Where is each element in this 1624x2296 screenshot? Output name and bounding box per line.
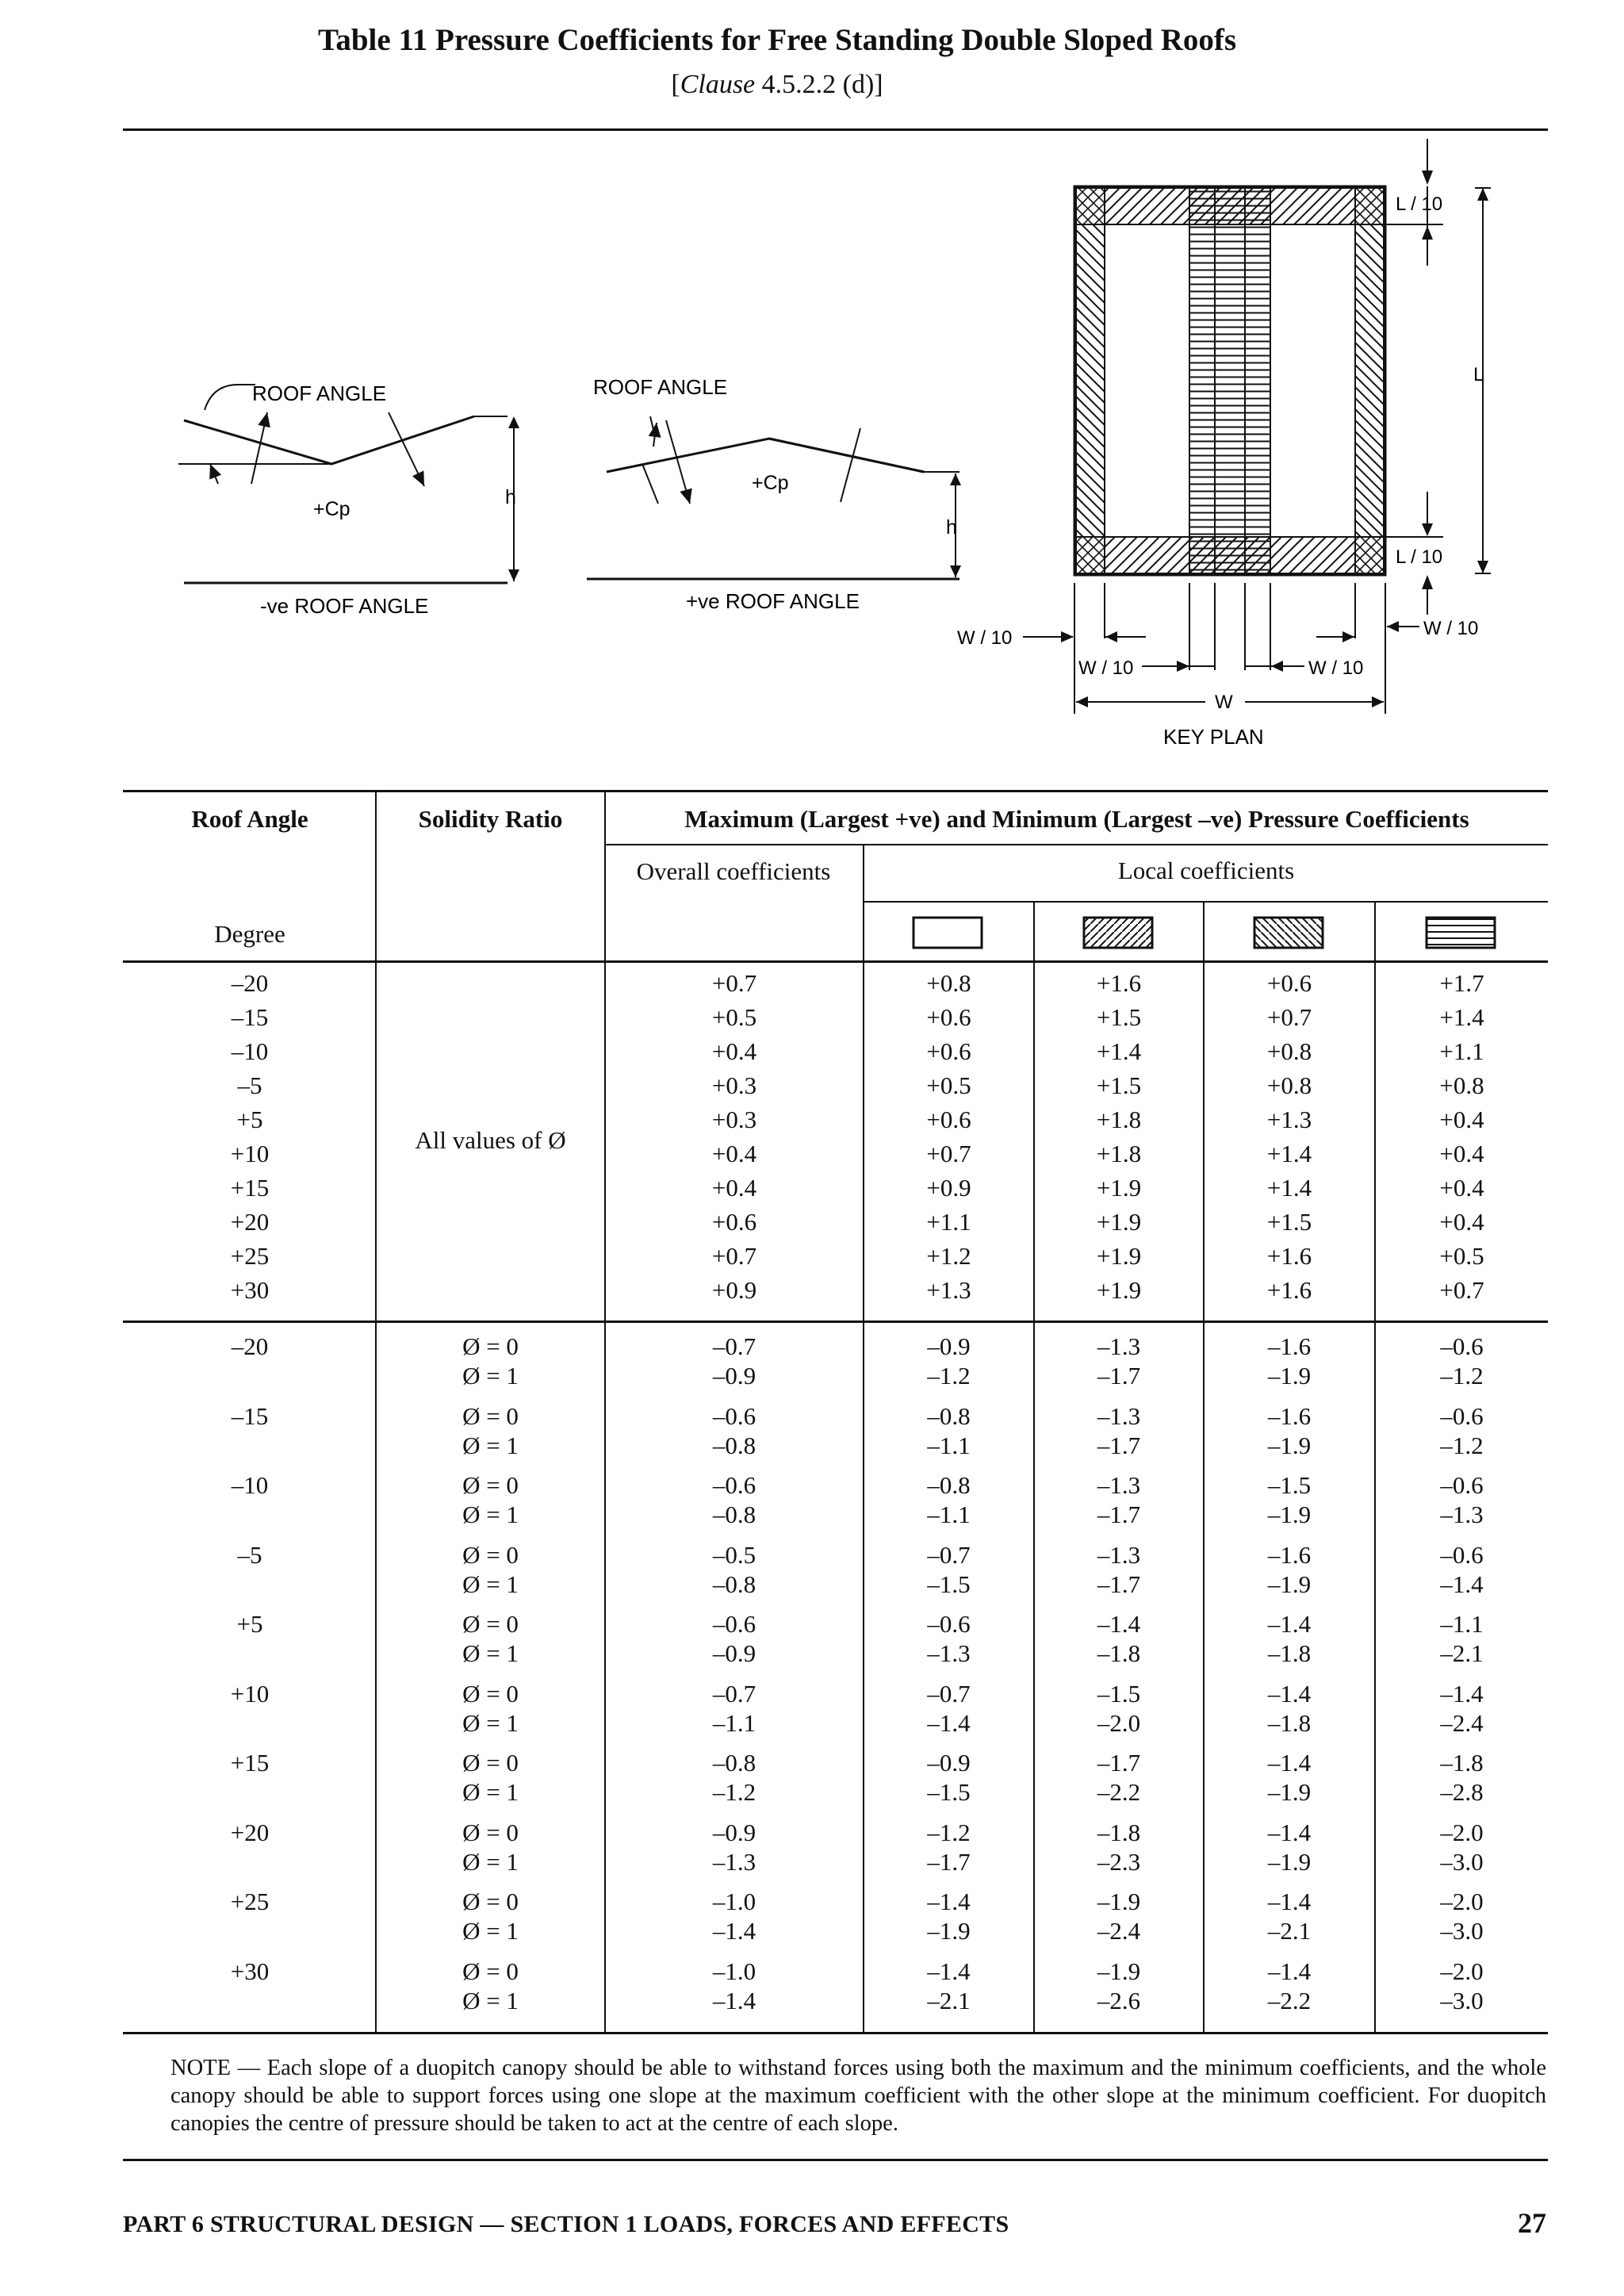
table-cell: +0.4	[711, 1037, 757, 1065]
table-cell: –0.8	[927, 1471, 971, 1499]
table-cell: +1.1	[1439, 1037, 1484, 1065]
table-cell: +1.8	[1096, 1140, 1142, 1167]
table-cell: –1.3	[712, 1847, 756, 1876]
table-cell: +1.8	[1096, 1106, 1142, 1133]
back-hatch-zone-icon	[1253, 916, 1324, 949]
solidity-value: Ø = 1	[462, 1917, 519, 1945]
table-cell: –1.4	[927, 1888, 971, 1915]
solidity-value: Ø = 1	[462, 1431, 519, 1459]
table-cell: +0.8	[1266, 1037, 1312, 1065]
solidity-value: Ø = 0	[462, 1332, 519, 1360]
table-cell: +0.3	[711, 1071, 757, 1099]
table-cell: +1.5	[1096, 1003, 1142, 1031]
table-cell: –1.7	[1097, 1570, 1141, 1598]
table-cell: –1.7	[1097, 1362, 1141, 1389]
table-cell: +1.9	[1096, 1276, 1142, 1304]
row-angle: +25	[230, 1242, 270, 1270]
key-plan-w10-inner-right: W / 10	[1308, 657, 1364, 679]
table-cell: +0.6	[926, 1003, 971, 1031]
table-cell: –0.8	[712, 1570, 756, 1598]
header-local: Local coefficients	[1117, 857, 1295, 884]
key-plan-l10-bottom: L / 10	[1396, 546, 1443, 568]
table-cell: +1.3	[926, 1276, 971, 1304]
group-angle: +20	[230, 1818, 270, 1846]
table-cell: –1.3	[1097, 1471, 1141, 1499]
table-cell: –1.4	[927, 1957, 971, 1985]
table-cell: –1.6	[1267, 1401, 1312, 1430]
solidity-value: Ø = 1	[462, 1708, 519, 1737]
table-cell: –1.1	[927, 1501, 971, 1528]
table-cell: +1.6	[1096, 969, 1142, 997]
table-cell: +0.4	[1439, 1106, 1484, 1133]
solidity-value: Ø = 1	[462, 1639, 519, 1667]
right-h-label: h	[946, 516, 957, 539]
table-cell: +0.5	[1439, 1242, 1484, 1270]
key-plan-l10-top: L / 10	[1396, 194, 1443, 215]
roof-diagram	[0, 131, 1624, 757]
table-cell: –1.4	[1267, 1749, 1312, 1777]
table-cell: +1.9	[1096, 1208, 1142, 1236]
positive-roof-angle-sketch	[587, 375, 961, 613]
table-cell: +1.5	[1096, 1071, 1142, 1099]
header-overall: Overall coefficients	[636, 857, 831, 885]
solidity-value: Ø = 1	[462, 1501, 519, 1528]
table-cell: –0.7	[712, 1679, 756, 1708]
table-cell: –0.9	[927, 1332, 971, 1360]
table-cell: +0.4	[1439, 1174, 1484, 1202]
table-cell: –0.7	[927, 1540, 971, 1569]
table-cell: –1.9	[1267, 1570, 1312, 1598]
table-cell: –2.0	[1440, 1888, 1484, 1915]
row-angle: +30	[230, 1276, 270, 1304]
group-angle: +5	[236, 1610, 263, 1638]
table-cell: –1.8	[1440, 1749, 1484, 1777]
table-cell: –0.6	[1440, 1401, 1484, 1430]
table-cell: +0.7	[1266, 1003, 1312, 1031]
table-cell: –1.5	[927, 1778, 971, 1806]
key-plan-l: L	[1473, 364, 1484, 385]
diagonal-hatch-zone-icon	[1082, 916, 1154, 949]
table-cell: –0.9	[712, 1818, 756, 1846]
table-cell: –1.3	[927, 1639, 971, 1667]
table-cell: –1.7	[1097, 1501, 1141, 1528]
table-cell: +0.7	[711, 1242, 757, 1270]
right-cp-label: +Cp	[752, 472, 789, 494]
table-cell: –0.9	[712, 1639, 756, 1667]
table-cell: –0.8	[712, 1501, 756, 1528]
table-cell: –1.6	[1267, 1540, 1312, 1569]
solidity-value: Ø = 0	[462, 1610, 519, 1638]
table-cell: –3.0	[1440, 1847, 1484, 1876]
group-angle: –10	[231, 1471, 269, 1499]
table-cell: –1.8	[1097, 1818, 1141, 1846]
row-angle: +20	[230, 1208, 270, 1236]
table-cell: –0.6	[1440, 1332, 1484, 1360]
table-cell: +1.4	[1439, 1003, 1484, 1031]
table-cell: –2.8	[1440, 1778, 1484, 1806]
solidity-value: Ø = 0	[462, 1540, 519, 1569]
solidity-value: Ø = 0	[462, 1679, 519, 1708]
table-cell: +0.3	[711, 1106, 757, 1133]
table-cell: +1.1	[926, 1208, 971, 1236]
solidity-value: Ø = 1	[462, 1570, 519, 1598]
table-cell: –1.9	[1267, 1778, 1312, 1806]
solidity-value: Ø = 1	[462, 1778, 519, 1806]
header-solidity-ratio: Solidity Ratio	[418, 805, 563, 833]
table-cell: –0.5	[712, 1540, 756, 1569]
table-cell: +0.6	[711, 1208, 757, 1236]
left-roof-angle-label: ROOF ANGLE	[252, 381, 387, 405]
group-angle: +10	[230, 1679, 270, 1708]
table-cell: –0.8	[712, 1431, 756, 1459]
table-cell: +1.9	[1096, 1174, 1142, 1202]
table-cell: –1.8	[1097, 1639, 1141, 1667]
table-cell: +0.9	[926, 1174, 971, 1202]
horizontal-hatch-zone-icon	[1425, 916, 1496, 949]
solidity-value: Ø = 1	[462, 1986, 519, 2014]
header-rule-1	[604, 844, 1548, 845]
table-cell: –1.4	[1267, 1888, 1312, 1915]
page-number: 27	[1518, 2207, 1546, 2239]
table-cell: –1.5	[927, 1570, 971, 1598]
table-cell: –1.1	[927, 1431, 971, 1459]
table-cell: +1.3	[1266, 1106, 1312, 1133]
table-cell: +0.8	[1266, 1071, 1312, 1099]
table-cell: –1.9	[927, 1917, 971, 1945]
header-rule-2	[863, 901, 1548, 903]
table-cell: –0.6	[712, 1401, 756, 1430]
table-cell: +0.4	[1439, 1140, 1484, 1167]
table-cell: –1.2	[927, 1818, 971, 1846]
table-cell: –1.7	[927, 1847, 971, 1876]
table-cell: –1.9	[1267, 1847, 1312, 1876]
solidity-value: Ø = 0	[462, 1749, 519, 1777]
table-title: Table 11 Pressure Coefficients for Free Standing Double Sloped Roofs	[317, 23, 1237, 57]
all-values-solidity: All values of Ø	[415, 1126, 566, 1154]
row-angle: +10	[230, 1140, 270, 1167]
table-cell: –0.8	[712, 1749, 756, 1777]
table-cell: –1.8	[1267, 1639, 1312, 1667]
table-cell: +1.5	[1266, 1208, 1312, 1236]
table-cell: –1.9	[1267, 1501, 1312, 1528]
left-caption: -ve ROOF ANGLE	[260, 594, 429, 618]
table-cell: +1.4	[1096, 1037, 1142, 1065]
table-cell: –1.3	[1097, 1332, 1141, 1360]
table-cell: –1.5	[1097, 1679, 1141, 1708]
note-bottom-rule	[123, 2159, 1548, 2161]
row-angle: –15	[231, 1003, 269, 1031]
group-angle: +30	[230, 1957, 270, 1985]
table-cell: +0.6	[1266, 969, 1312, 997]
table-cell: –0.6	[712, 1471, 756, 1499]
table-cell: –1.4	[1440, 1570, 1484, 1598]
table-cell: –1.1	[712, 1708, 756, 1737]
table-cell: –1.9	[1097, 1957, 1141, 1985]
table-cell: –1.6	[1267, 1332, 1312, 1360]
table-cell: –0.6	[1440, 1540, 1484, 1569]
key-plan-w: W	[1215, 692, 1233, 713]
table-cell: –2.4	[1440, 1708, 1484, 1737]
table-cell: –1.3	[1097, 1540, 1141, 1569]
table-cell: –2.3	[1097, 1847, 1141, 1876]
table-cell: +1.7	[1439, 969, 1484, 997]
header-bottom-rule	[123, 960, 1548, 963]
table-cell: +1.4	[1266, 1140, 1312, 1167]
row-angle: –5	[237, 1071, 262, 1099]
table-note: NOTE — Each slope of a duopitch canopy should be able to withstand forces using both the maximum and the minimum coefficients, and the whole canopy should be able to support forces using one slope at the maximum coefficient with the other slope at the minimum coefficient. For duopitch canopies the centre of pressure should be taken to act at the centre of each slope.	[170, 2056, 1546, 2136]
negative-roof-angle-sketch	[178, 381, 519, 618]
table-cell: –0.7	[927, 1679, 971, 1708]
table-cell: –0.9	[712, 1362, 756, 1389]
group-angle: +15	[230, 1749, 270, 1777]
table-cell: –1.9	[1097, 1888, 1141, 1915]
footer-section-title: PART 6 STRUCTURAL DESIGN — SECTION 1 LOADS, FORCES AND EFFECTS	[123, 2211, 1009, 2237]
table-cell: –1.9	[1267, 1362, 1312, 1389]
key-plan	[957, 139, 1491, 749]
table-cell: –1.0	[712, 1888, 756, 1915]
table-cell: –1.1	[1440, 1610, 1484, 1638]
table-cell: –1.4	[1097, 1610, 1141, 1638]
table-cell: +0.6	[926, 1037, 971, 1065]
table-top-rule	[123, 790, 1548, 792]
left-h-label: h	[505, 486, 516, 508]
right-caption: +ve ROOF ANGLE	[686, 589, 860, 613]
table-cell: +0.7	[1439, 1276, 1484, 1304]
table-cell: –1.0	[712, 1957, 756, 1985]
key-plan-caption: KEY PLAN	[1163, 725, 1264, 749]
solidity-value: Ø = 0	[462, 1471, 519, 1499]
header-degree: Degree	[214, 920, 285, 948]
table-cell: –1.4	[927, 1708, 971, 1737]
table-cell: –1.4	[1267, 1679, 1312, 1708]
table-cell: –3.0	[1440, 1917, 1484, 1945]
table-cell: +1.6	[1266, 1276, 1312, 1304]
table-cell: +0.9	[711, 1276, 757, 1304]
table-cell: +0.6	[926, 1106, 971, 1133]
row-angle: –20	[231, 969, 269, 997]
table-cell: –1.2	[1440, 1362, 1484, 1389]
group-angle: –5	[237, 1540, 262, 1569]
key-plan-w10-right: W / 10	[1423, 618, 1479, 639]
solidity-value: Ø = 1	[462, 1362, 519, 1389]
table-cell: –0.6	[712, 1610, 756, 1638]
table-cell: +0.5	[711, 1003, 757, 1031]
table-cell: –1.7	[1097, 1431, 1141, 1459]
table-cell: –0.7	[712, 1332, 756, 1360]
table-cell: –2.4	[1097, 1917, 1141, 1945]
group-angle: –15	[231, 1401, 269, 1430]
key-plan-w10-left: W / 10	[957, 627, 1013, 649]
table-cell: –0.6	[927, 1610, 971, 1638]
table-cell: –1.2	[927, 1362, 971, 1389]
table-cell: +0.8	[926, 969, 971, 997]
table-cell: –2.6	[1097, 1986, 1141, 2014]
table-cell: –1.3	[1097, 1401, 1141, 1430]
header-max-min: Maximum (Largest +ve) and Minimum (Largest –ve) Pressure Coefficients	[684, 805, 1469, 833]
solidity-value: Ø = 0	[462, 1818, 519, 1846]
table-cell: –2.0	[1097, 1708, 1141, 1737]
left-cp-label: +Cp	[313, 498, 350, 520]
table-bottom-rule	[123, 2032, 1548, 2034]
table-cell: –1.8	[1267, 1708, 1312, 1737]
table-cell: –1.2	[712, 1778, 756, 1806]
table-cell: +1.6	[1266, 1242, 1312, 1270]
table-cell: –1.5	[1267, 1471, 1312, 1499]
table-cell: –2.0	[1440, 1957, 1484, 1985]
table-cell: –3.0	[1440, 1986, 1484, 2014]
table-cell: +1.4	[1266, 1174, 1312, 1202]
solidity-value: Ø = 0	[462, 1401, 519, 1430]
row-angle: –10	[231, 1037, 269, 1065]
table-cell: –1.4	[712, 1986, 756, 2014]
solidity-value: Ø = 0	[462, 1888, 519, 1915]
header-roof-angle: Roof Angle	[191, 805, 308, 833]
table-cell: –1.4	[1267, 1957, 1312, 1985]
key-plan-w10-inner-left: W / 10	[1078, 657, 1134, 679]
section-rule	[123, 1320, 1548, 1323]
table-cell: –1.4	[1267, 1610, 1312, 1638]
table-cell: –1.4	[1440, 1679, 1484, 1708]
table-cell: –0.9	[927, 1749, 971, 1777]
group-angle: +25	[230, 1888, 270, 1915]
table-cell: +0.5	[926, 1071, 971, 1099]
table-cell: –2.1	[927, 1986, 971, 2014]
table-cell: –2.2	[1267, 1986, 1312, 2014]
table-cell: +0.8	[1439, 1071, 1484, 1099]
table-cell: –1.4	[1267, 1818, 1312, 1846]
table-cell: –1.9	[1267, 1431, 1312, 1459]
right-roof-angle-label: ROOF ANGLE	[593, 375, 728, 399]
table-cell: +0.4	[711, 1140, 757, 1167]
table-cell: –0.6	[1440, 1471, 1484, 1499]
clause-reference: [Clause 4.5.2.2 (d)]	[671, 70, 883, 99]
row-angle: +5	[236, 1106, 263, 1133]
table-cell: +0.4	[711, 1174, 757, 1202]
table-cell: +0.7	[711, 969, 757, 997]
table-cell: –1.4	[712, 1917, 756, 1945]
table-cell: –0.8	[927, 1401, 971, 1430]
table-cell: +0.7	[926, 1140, 971, 1167]
table-cell: –1.7	[1097, 1749, 1141, 1777]
table-cell: –1.2	[1440, 1431, 1484, 1459]
plain-zone-icon	[912, 916, 983, 949]
row-angle: +15	[230, 1174, 270, 1202]
table-cell: +1.9	[1096, 1242, 1142, 1270]
table-cell: +0.4	[1439, 1208, 1484, 1236]
solidity-value: Ø = 0	[462, 1957, 519, 1985]
solidity-value: Ø = 1	[462, 1847, 519, 1876]
table-cell: –2.1	[1440, 1639, 1484, 1667]
table-cell: +1.2	[926, 1242, 971, 1270]
table-cell: –2.1	[1267, 1917, 1312, 1945]
table-cell: –1.3	[1440, 1501, 1484, 1528]
group-angle: –20	[231, 1332, 269, 1360]
table-cell: –2.0	[1440, 1818, 1484, 1846]
table-cell: –2.2	[1097, 1778, 1141, 1806]
